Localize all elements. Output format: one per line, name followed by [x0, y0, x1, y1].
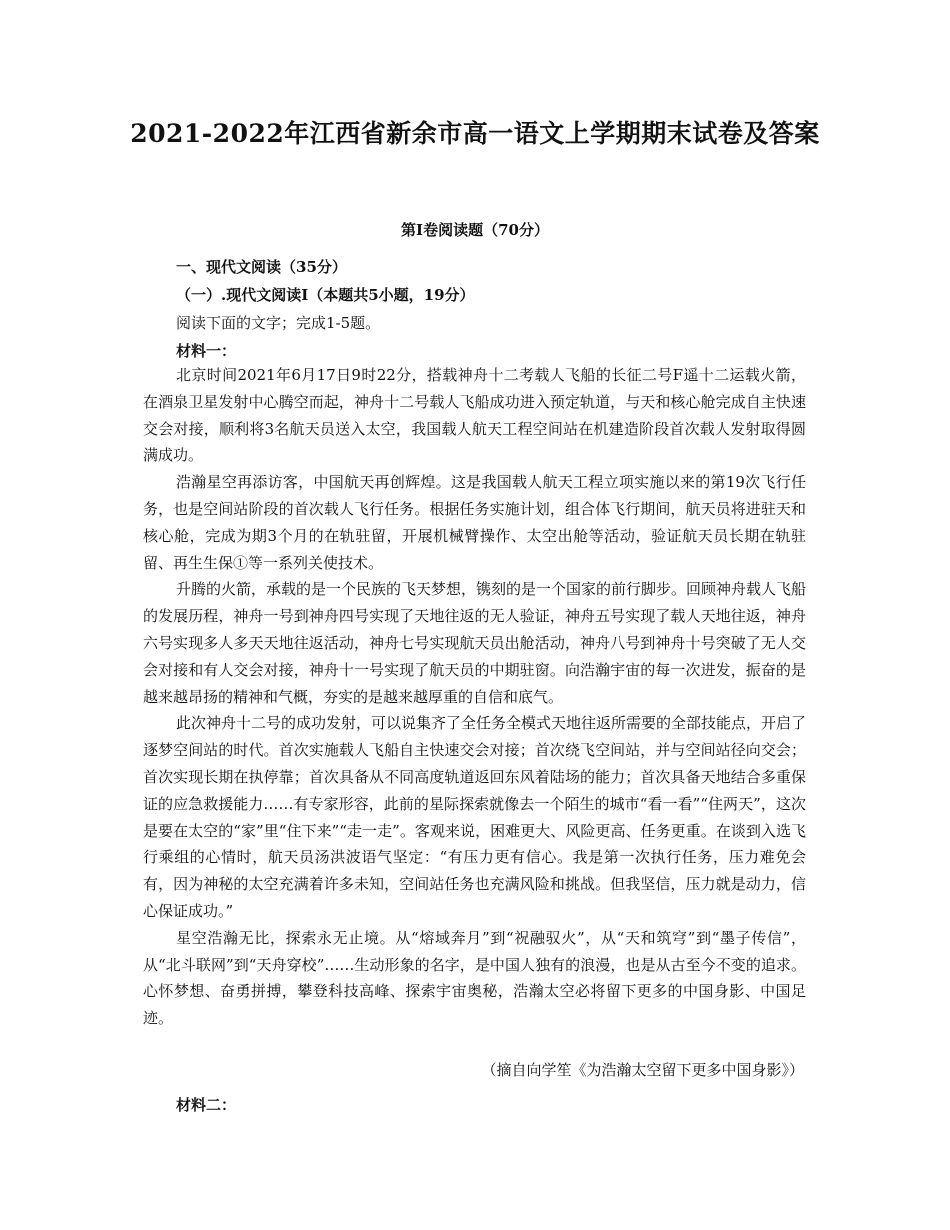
material-one-label: 材料一： — [176, 342, 237, 360]
reading-instruction: 阅读下面的文字；完成1-5题。 — [176, 314, 381, 332]
paragraph: 北京时间2021年6月17日9时22分，搭载神舟十二考载人飞船的长征二号F遥十二运载火箭，在酒泉卫星发射中心腾空而起，神舟十二号载人飞船成功进入预定轨道，与天和核心舱完成自主快速交会对接，顺利将3名航天员送入太空，我国载人航天工程空间站在机建造阶段首次载人发射取得圆满成功。 — [143, 366, 806, 465]
subsection-heading: （一）.现代文阅读Ⅰ（本题共5小题，19分） — [176, 286, 475, 304]
paragraph: 此次神舟十二号的成功发射，可以说集齐了全任务全模式天地往返所需要的全部技能点，开启了逐梦空间站的时代。首次实施载人飞船自主快速交会对接；首次绕飞空间站，并与空间站径向交会；首次实现长期在执停靠；首次具备从不同高度轨道返回东风着陆场的能力；首次具备天地结合多重保证的应急救援能力……有专家形容，此前的星际探索就像去一个陌生的城市“看一看”“住两天”，这次是要在太空的“家”里“住下来”“走一走”。客观来说，困难更大、风险更高、任务更重。在谈到入选飞行乘组的心情时，航天员汤洪波语气坚定：“有压力更有信心。我是第一次执行任务，压力难免会有，因为神秘的太空充满着许多未知，空间站任务也充满风险和挑战。但我坚信，压力就是动力，信心保证成功。” — [143, 714, 807, 920]
paragraph: 升腾的火箭，承载的是一个民族的飞天梦想，镌刻的是一个国家的前行脚步。回顾神舟载人飞船的发展历程，神舟一号到神舟四号实现了天地往返的无人验证，神舟五号实现了载人天地往返，神舟六号实现多人多天天地往返活动，神舟七号实现航天员出舱活动，神舟八号到神舟十号突破了无人交会对接和有人交会对接，神舟十一号实现了航天员的中期驻窗。向浩瀚宇宙的每一次进发，振奋的是越来越昂扬的精神和气概，夯实的是越来越厚重的自信和底气。 — [143, 580, 807, 706]
material-one-text — [143, 362, 806, 1032]
paragraph: 星空浩瀚无比，探索永无止境。从“熔域奔月”到“祝融驭火”，从“天和筑穹”到“墨子传信”，从“北斗联网”到“天舟穿校”……生动形象的名字，是中国人独有的浪漫，也是从古至今不变的追求。心怀梦想、奋勇拼搏，攀登科技高峰、探索宇宙奥秘，浩瀚太空必将留下更多的中国身影、中国足迹。 — [143, 928, 806, 1028]
part-heading: 第Ⅰ卷阅读题（70分） — [401, 221, 549, 239]
material-two-label: 材料二： — [176, 1096, 237, 1114]
document-title: 2021-2022年江西省新余市高一语文上学期期末试卷及答案 — [130, 119, 820, 148]
paragraph: 浩瀚星空再添访客，中国航天再创辉煌。这是我国载人航天工程立项实施以来的第19次飞行任务，也是空间站阶段的首次载人飞行任务。根据任务实施计划，组合体飞行期间，航天员将进驻天和核心舱，完成为期3个月的在轨驻留，开展机械臂操作、太空出舱等活动，验证航天员长期在轨驻留、再生生保①等一系列关使技术。 — [143, 473, 806, 572]
source-citation: （摘自向学笙《为浩瀚太空留下更多中国身影》） — [481, 1061, 804, 1079]
section-heading: 一、现代文阅读（35分） — [176, 258, 347, 276]
